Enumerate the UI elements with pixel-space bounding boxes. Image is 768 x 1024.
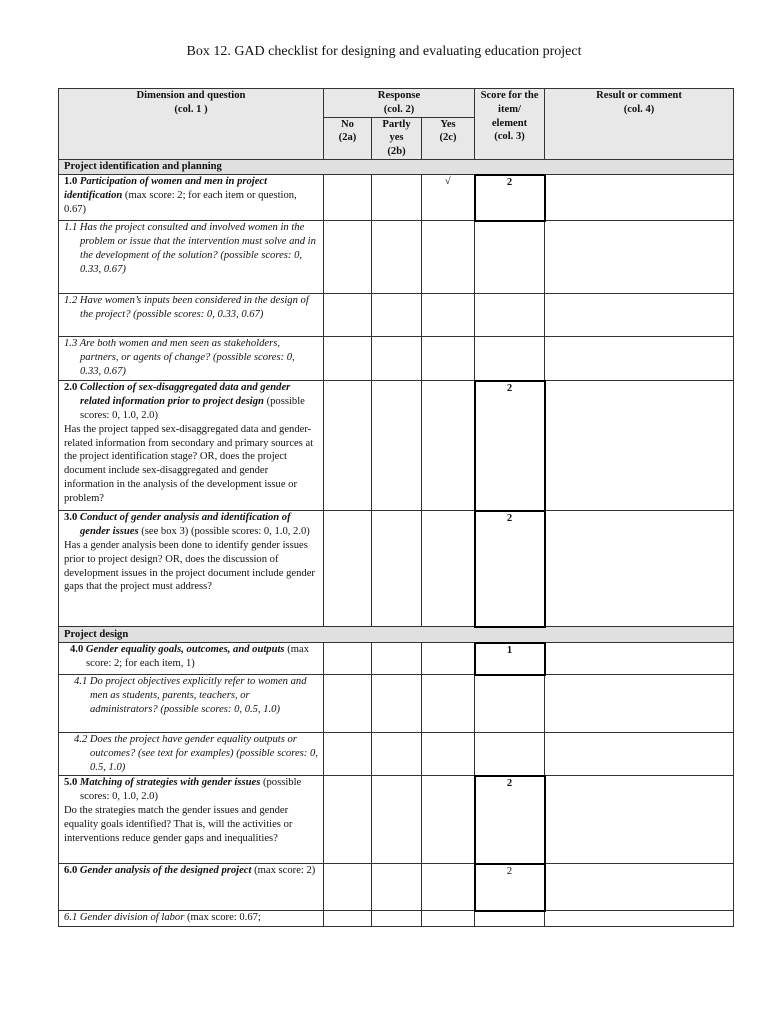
table-row <box>59 221 734 294</box>
response-yes-cell[interactable]: √ <box>422 175 475 221</box>
response-no-cell[interactable] <box>324 294 372 337</box>
response-yes-cell[interactable] <box>422 864 475 911</box>
question-cell: 1.3 Are both women and men seen as stakeholders, partners, or agents of change? (possible scores: 0, 0.33, 0.67) <box>59 337 324 381</box>
table-row <box>59 294 734 337</box>
result-cell[interactable] <box>545 337 734 381</box>
question-cell: 5.0 Matching of strategies with gender issues (possible scores: 0, 1.0, 2.0) Do the strategies match the gender issues and gender equality goals identified? That is, will the activities or interventions reduce gender gaps and inequalities? <box>59 776 324 864</box>
response-partly-cell[interactable] <box>372 294 422 337</box>
result-cell[interactable] <box>545 911 734 927</box>
score-cell[interactable] <box>475 733 545 776</box>
response-no-cell[interactable] <box>324 776 372 864</box>
question-cell: 6.1 Gender division of labor (max score: 0.67; <box>59 911 324 927</box>
response-partly-cell[interactable] <box>372 175 422 221</box>
response-partly-cell[interactable] <box>372 776 422 864</box>
response-partly-cell[interactable] <box>372 337 422 381</box>
header-row <box>59 89 734 118</box>
score-cell[interactable]: 2 <box>475 511 545 627</box>
response-no-cell[interactable] <box>324 381 372 511</box>
response-yes-cell[interactable] <box>422 675 475 733</box>
score-cell[interactable]: 2 <box>475 776 545 864</box>
score-cell[interactable] <box>475 337 545 381</box>
response-yes-cell[interactable] <box>422 733 475 776</box>
table-row <box>59 675 734 733</box>
response-no-cell[interactable] <box>324 511 372 627</box>
header-result: Result or comment (col. 4) <box>545 89 734 160</box>
result-cell[interactable] <box>545 733 734 776</box>
score-cell[interactable]: 1 <box>475 643 545 675</box>
response-yes-cell[interactable] <box>422 294 475 337</box>
result-cell[interactable] <box>545 175 734 221</box>
header-score: Score for the item/ element (col. 3) <box>475 89 545 160</box>
table-row <box>59 381 734 511</box>
header-response: Response (col. 2) <box>324 89 475 118</box>
question-cell: 1.1 Has the project consulted and involved women in the problem or issue that the intervention must solve and in the development of the solution? (possible scores: 0, 0.33, 0.67) <box>59 221 324 294</box>
result-cell[interactable] <box>545 381 734 511</box>
response-no-cell[interactable] <box>324 864 372 911</box>
gad-checklist-table <box>58 88 734 927</box>
score-cell[interactable] <box>475 294 545 337</box>
question-cell: 4.0 Gender equality goals, outcomes, and outputs (max score: 2; for each item, 1) <box>59 643 324 675</box>
question-cell: 4.1 Do project objectives explicitly refer to women and men as students, parents, teachers, or administrators? (possible scores: 0, 0.5, 1.0) <box>59 675 324 733</box>
response-no-cell[interactable] <box>324 643 372 675</box>
header-no: No (2a) <box>324 117 372 159</box>
response-yes-cell[interactable] <box>422 643 475 675</box>
result-cell[interactable] <box>545 776 734 864</box>
response-partly-cell[interactable] <box>372 221 422 294</box>
question-cell: 1.0 Participation of women and men in project identification (max score: 2; for each item or question, 0.67) <box>59 175 324 221</box>
question-cell: 6.0 Gender analysis of the designed project (max score: 2) <box>59 864 324 911</box>
table-row <box>59 911 734 927</box>
question-cell: 4.2 Does the project have gender equality outputs or outcomes? (see text for examples) (possible scores: 0, 0.5, 1.0) <box>59 733 324 776</box>
score-cell[interactable]: 2 <box>475 175 545 221</box>
response-yes-cell[interactable] <box>422 337 475 381</box>
response-no-cell[interactable] <box>324 733 372 776</box>
header-dimension: Dimension and question (col. 1 ) <box>59 89 324 160</box>
score-cell[interactable] <box>475 675 545 733</box>
response-yes-cell[interactable] <box>422 776 475 864</box>
response-no-cell[interactable] <box>324 337 372 381</box>
result-cell[interactable] <box>545 864 734 911</box>
result-cell[interactable] <box>545 511 734 627</box>
response-yes-cell[interactable] <box>422 911 475 927</box>
document-title: Box 12. GAD checklist for designing and evaluating education project <box>186 44 582 59</box>
section-title: Project identification and planning <box>59 159 734 175</box>
section-row <box>59 627 734 643</box>
response-partly-cell[interactable] <box>372 864 422 911</box>
response-partly-cell[interactable] <box>372 675 422 733</box>
response-yes-cell[interactable] <box>422 511 475 627</box>
question-cell: 1.2 Have women’s inputs been considered in the design of the project? (possible scores: 0, 0.33, 0.67) <box>59 294 324 337</box>
table-row <box>59 643 734 675</box>
response-partly-cell[interactable] <box>372 911 422 927</box>
response-yes-cell[interactable] <box>422 381 475 511</box>
response-partly-cell[interactable] <box>372 643 422 675</box>
score-cell[interactable]: 2 <box>475 864 545 911</box>
score-cell[interactable] <box>475 221 545 294</box>
table-row <box>59 776 734 864</box>
response-no-cell[interactable] <box>324 221 372 294</box>
result-cell[interactable] <box>545 221 734 294</box>
header-partly: Partly yes (2b) <box>372 117 422 159</box>
table-row <box>59 733 734 776</box>
table-row <box>59 511 734 627</box>
result-cell[interactable] <box>545 675 734 733</box>
score-cell[interactable]: 2 <box>475 381 545 511</box>
response-no-cell[interactable] <box>324 911 372 927</box>
score-cell[interactable] <box>475 911 545 927</box>
result-cell[interactable] <box>545 294 734 337</box>
section-row <box>59 159 734 175</box>
response-partly-cell[interactable] <box>372 511 422 627</box>
response-yes-cell[interactable] <box>422 221 475 294</box>
result-cell[interactable] <box>545 643 734 675</box>
table-row <box>59 175 734 221</box>
response-no-cell[interactable] <box>324 675 372 733</box>
question-cell: 3.0 Conduct of gender analysis and identification of gender issues (see box 3) (possible scores: 0, 1.0, 2.0) Has a gender analysis been done to identify gender issues prior to project design? OR, does the discussion of development issues in the project document include gender gaps that the project must address? <box>59 511 324 627</box>
response-no-cell[interactable] <box>324 175 372 221</box>
table-row <box>59 864 734 911</box>
header-yes: Yes (2c) <box>422 117 475 159</box>
response-partly-cell[interactable] <box>372 733 422 776</box>
question-cell: 2.0 Collection of sex-disaggregated data and gender related information prior to project design (possible scores: 0, 1.0, 2.0) Has the project tapped sex-disaggregated data and gender-related information from secondary and primary sources at the project identification stage? OR, does the project document include sex-disaggregated and gender information in the analysis of the development issue or problem? <box>59 381 324 511</box>
section-title: Project design <box>59 627 734 643</box>
response-partly-cell[interactable] <box>372 381 422 511</box>
table-row <box>59 337 734 381</box>
